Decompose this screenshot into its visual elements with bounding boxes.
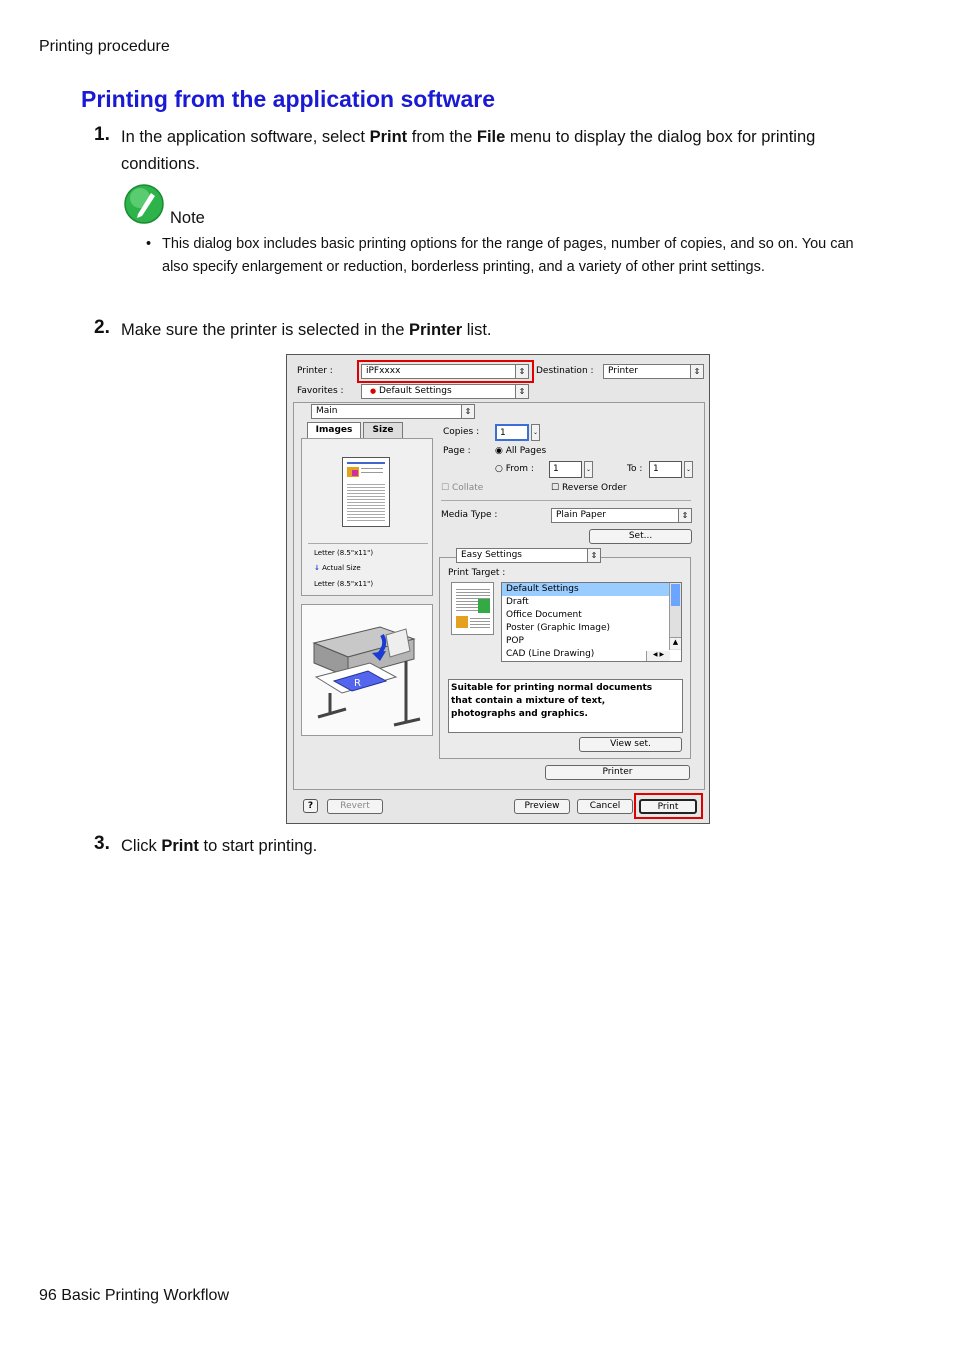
from-radio[interactable]: ○ From : xyxy=(495,464,534,474)
printer-illustration-panel xyxy=(301,604,433,736)
tab-images[interactable]: Images xyxy=(307,422,361,438)
radio-selected-icon: ◉ xyxy=(495,446,503,456)
destination-label: Destination : xyxy=(536,366,594,376)
step-2-number: 2. xyxy=(94,317,110,338)
preview-scale: ↓ Actual Size xyxy=(314,564,361,572)
set-button[interactable]: Set... xyxy=(589,529,692,544)
to-stepper[interactable]: ⌄ xyxy=(684,461,693,478)
running-header: Printing procedure xyxy=(39,38,170,55)
copies-label: Copies : xyxy=(443,427,480,437)
step-1-number: 1. xyxy=(94,124,110,145)
preview-button[interactable]: Preview xyxy=(514,799,570,814)
radio-empty-icon: ○ xyxy=(495,464,503,474)
arrow-down-icon: ↓ xyxy=(314,564,320,572)
easy-settings-select[interactable]: Easy Settings ⇕ xyxy=(456,548,601,563)
page-preview-panel xyxy=(301,438,433,596)
updown-arrow-icon: ⇕ xyxy=(515,385,528,398)
note-label: Note xyxy=(170,209,205,227)
print-highlight-box xyxy=(634,793,703,819)
updown-arrow-icon: ⇕ xyxy=(461,405,474,418)
divider xyxy=(441,500,691,501)
help-icon[interactable]: ? xyxy=(303,799,318,813)
list-item[interactable]: Office Document xyxy=(506,610,582,620)
preview-output-size: Letter (8.5"x11") xyxy=(314,580,374,588)
list-item[interactable]: Default Settings xyxy=(502,583,681,596)
media-type-label: Media Type : xyxy=(441,510,498,520)
page-footer: 96 Basic Printing Workflow xyxy=(39,1287,229,1304)
svg-text:R: R xyxy=(354,678,361,689)
scroll-thumb[interactable] xyxy=(671,584,680,606)
updown-arrow-icon: ⇕ xyxy=(690,365,703,378)
panel-select[interactable]: Main ⇕ xyxy=(311,404,475,419)
revert-button[interactable]: Revert xyxy=(327,799,383,814)
page-label: Page : xyxy=(443,446,471,456)
print-target-thumbnail xyxy=(451,582,494,635)
note-text: This dialog box includes basic printing options for the range of pages, number of copies, and so on. You can also specify enlargement or reduction, borderless printing, and a variety of other print settings. xyxy=(162,236,854,275)
updown-arrow-icon: ⇕ xyxy=(515,365,528,378)
step-3-number: 3. xyxy=(94,833,110,854)
to-label: To : xyxy=(627,464,643,474)
scroll-up-icon[interactable]: ▲ xyxy=(670,637,681,649)
print-button[interactable]: Print xyxy=(639,799,697,814)
cancel-button[interactable]: Cancel xyxy=(577,799,633,814)
note-bullet: • xyxy=(146,236,152,252)
favorites-select[interactable]: ● Default Settings ⇕ xyxy=(361,384,529,399)
large-format-printer-icon xyxy=(302,605,432,735)
to-input[interactable]: 1 xyxy=(649,461,682,478)
list-item[interactable]: POP xyxy=(506,636,524,646)
media-type-select[interactable]: Plain Paper ⇕ xyxy=(551,508,692,523)
checkbox-icon: ☐ xyxy=(551,483,560,493)
tab-size[interactable]: Size xyxy=(363,422,403,438)
preview-paper-size: Letter (8.5"x11") xyxy=(314,549,374,557)
target-description: Suitable for printing normal documents that contain a mixture of text, photographs and graphics. xyxy=(448,679,683,733)
printer-button[interactable]: Printer xyxy=(545,765,690,780)
copies-input[interactable]: 1 xyxy=(495,424,529,441)
printer-highlight-box xyxy=(357,360,534,383)
list-item[interactable]: CAD (Line Drawing) xyxy=(506,649,595,659)
updown-arrow-icon: ⇕ xyxy=(587,549,600,562)
checkbox-icon: ☐ xyxy=(441,483,450,493)
favorites-label: Favorites : xyxy=(297,386,344,396)
page-thumbnail xyxy=(342,457,390,527)
step-3-text: Click Print to start printing. xyxy=(121,837,318,855)
updown-arrow-icon: ⇕ xyxy=(678,509,691,522)
list-item[interactable]: Draft xyxy=(506,597,529,607)
section-title: Printing from the application software xyxy=(81,86,496,112)
step-1-text: In the application software, select Print from the File menu to display the dialog box for printing conditions. xyxy=(121,128,816,173)
note-pencil-icon xyxy=(124,184,164,224)
list-item[interactable]: Poster (Graphic Image) xyxy=(506,623,611,633)
step-2-text: Make sure the printer is selected in the Printer list. xyxy=(121,321,492,339)
copies-stepper[interactable]: ⌄ xyxy=(531,424,540,441)
printer-label: Printer : xyxy=(297,366,333,376)
scroll-left-right-icon[interactable]: ◀ ▶ xyxy=(646,651,670,661)
collate-checkbox[interactable]: ☐ Collate xyxy=(441,483,484,493)
reverse-order-checkbox[interactable]: ☐ Reverse Order xyxy=(551,483,627,493)
favorite-dot-icon: ● xyxy=(370,387,377,395)
from-stepper[interactable]: ⌄ xyxy=(584,461,593,478)
print-target-label: Print Target : xyxy=(448,568,506,578)
from-input[interactable]: 1 xyxy=(549,461,582,478)
destination-select[interactable]: Printer ⇕ xyxy=(603,364,704,379)
all-pages-radio[interactable]: ◉ All Pages xyxy=(495,446,547,456)
view-set-button[interactable]: View set. xyxy=(579,737,682,752)
print-dialog xyxy=(286,354,710,824)
print-target-list[interactable] xyxy=(501,582,682,662)
list-scrollbar[interactable] xyxy=(669,583,681,650)
printer-select[interactable]: iPFxxxx ⇕ xyxy=(361,364,529,379)
